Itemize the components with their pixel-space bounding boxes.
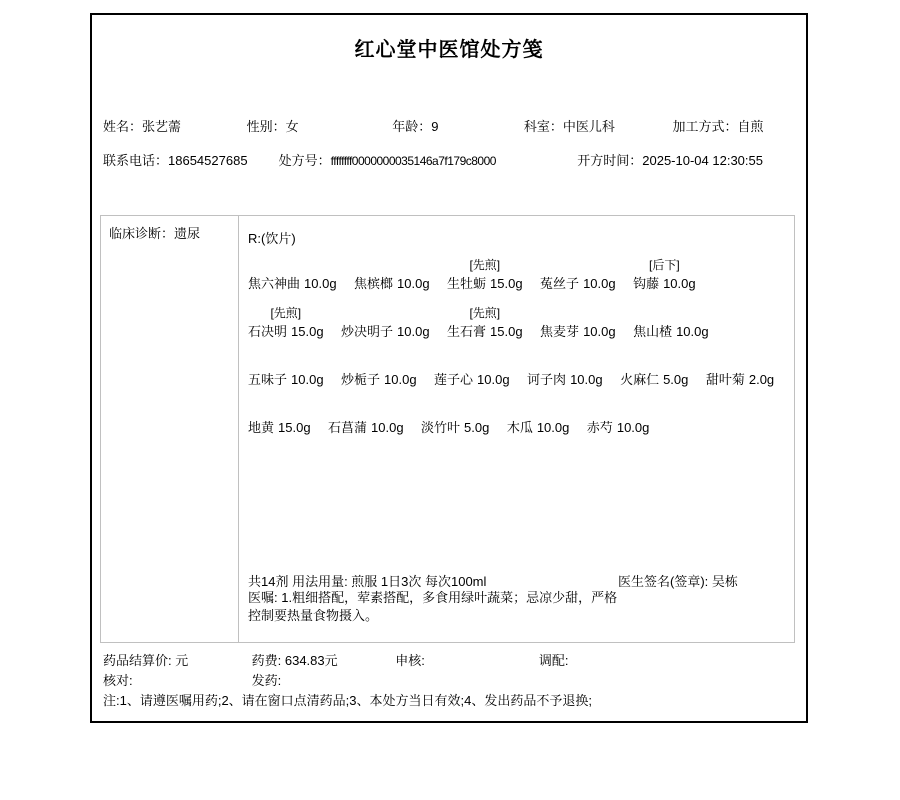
- medical-advice-line-1: 医嘱: 1.粗细搭配，荤素搭配，多食用绿叶蔬菜；忌凉少甜，严格: [248, 590, 618, 605]
- herb-item: [248, 352, 324, 388]
- herb-name-dose: [587, 419, 650, 436]
- herb-dose: 10.0g: [397, 324, 430, 339]
- herb-item: [620, 352, 688, 388]
- fee-row-1: [103, 650, 569, 669]
- fee-row-2: [103, 670, 281, 689]
- herb-dose: 10.0g: [583, 324, 616, 339]
- herb-dose: 10.0g: [384, 372, 417, 387]
- herb-list: [248, 256, 788, 448]
- herb-item: [540, 256, 616, 292]
- herb-item: [540, 304, 616, 340]
- field-label: 开方时间：: [577, 153, 643, 168]
- herb-name-dose: [540, 323, 616, 340]
- herb-decoction-annotation: [620, 352, 688, 371]
- field-value: 张艺薷: [142, 119, 182, 134]
- label-value-cell: [279, 150, 574, 169]
- herb-name-dose: [341, 371, 417, 388]
- herb-name: 菟丝子: [540, 276, 580, 291]
- herb-item: [434, 352, 510, 388]
- herb-item: [527, 352, 603, 388]
- herb-name-dose: [447, 323, 523, 340]
- field-label: 药品结算价:: [103, 653, 176, 668]
- herb-name: 生牡蛎: [447, 276, 487, 291]
- herb-decoction-annotation: [507, 400, 570, 419]
- herb-item: [421, 400, 489, 436]
- herb-name-dose: [248, 323, 324, 340]
- field-value: 634.83元: [284, 653, 338, 668]
- herb-decoction-annotation: [633, 304, 709, 323]
- field-label: 申核:: [395, 653, 425, 668]
- herb-item: [341, 304, 430, 340]
- usage-text: 共14剂 用法用量: 煎服 1日3次 每次100ml: [248, 574, 487, 589]
- field-label: 科室：: [523, 119, 563, 134]
- field-label: 发药:: [251, 673, 282, 688]
- herb-name: 淡竹叶: [421, 420, 461, 435]
- field-label: 姓名：: [103, 119, 143, 134]
- herb-name-dose: [706, 371, 774, 388]
- herb-name-dose: [507, 419, 570, 436]
- herb-name-dose: [421, 419, 489, 436]
- herb-decoction-annotation: [341, 352, 417, 371]
- herb-dose: 10.0g: [397, 276, 430, 291]
- herb-item: [341, 352, 417, 388]
- herb-name-dose: [248, 371, 324, 388]
- herb-name: 五味子: [248, 372, 288, 387]
- herb-dose: 10.0g: [583, 276, 616, 291]
- herb-dose: 10.0g: [477, 372, 510, 387]
- herb-name-dose: [447, 275, 523, 292]
- diagnosis-label: 临床诊断：: [109, 226, 175, 241]
- herb-name-dose: [434, 371, 510, 388]
- field-value: 2025-10-04 12:30:55: [642, 153, 763, 168]
- herb-name: 炒决明子: [341, 324, 394, 339]
- herb-decoction-annotation: [540, 256, 616, 275]
- herb-dose: 10.0g: [536, 420, 570, 435]
- herb-item: [354, 256, 430, 292]
- medical-advice-line-2: 控制要热量食物摄入。: [248, 608, 379, 623]
- herb-decoction-annotation: [587, 400, 650, 419]
- herb-name: 焦槟榔: [354, 276, 394, 291]
- field-label: 联系电话：: [103, 153, 169, 168]
- herb-decoction-annotation: [先煎]: [270, 306, 302, 320]
- label-value-cell: [395, 650, 535, 669]
- herb-name: 生石膏: [447, 324, 487, 339]
- herb-line-1: [248, 256, 788, 304]
- herb-decoction-annotation: [527, 352, 603, 371]
- herb-item: [587, 400, 650, 436]
- label-value-cell: [103, 650, 248, 669]
- herb-name: 焦麦芽: [540, 324, 580, 339]
- page-title: 红心堂中医馆处方笺: [354, 39, 544, 61]
- herb-name: 莲子心: [434, 372, 474, 387]
- diagnosis-cell: [101, 216, 239, 642]
- doctor-signature: [618, 571, 738, 590]
- herb-dose: 15.0g: [291, 324, 324, 339]
- herb-name-dose: [620, 371, 688, 388]
- field-label: 核对:: [103, 673, 133, 688]
- herb-dose: 10.0g: [570, 372, 603, 387]
- field-value: 元: [175, 653, 189, 668]
- rx-form-header: R:(饮片): [248, 231, 296, 246]
- herb-decoction-annotation: [540, 304, 616, 323]
- herb-dose: 5.0g: [464, 420, 490, 435]
- herb-dose: 2.0g: [748, 372, 775, 387]
- herb-name: 石决明: [248, 324, 288, 339]
- label-value-cell: [103, 116, 243, 135]
- herb-dose: 10.0g: [616, 420, 650, 435]
- herb-item: [507, 400, 570, 436]
- herb-decoction-annotation: [706, 352, 774, 371]
- label-value-cell: [252, 670, 282, 689]
- label-value-cell: [524, 116, 669, 135]
- herb-name-dose: [328, 419, 404, 436]
- field-value: 自煎: [737, 119, 764, 134]
- label-value-cell: [539, 650, 569, 669]
- herb-name: 石菖蒲: [328, 420, 368, 435]
- patient-info-row-1: [103, 116, 764, 135]
- herb-item: [447, 304, 523, 340]
- label-value-cell: [392, 116, 520, 135]
- footer-note: 注:1、请遵医嘱用药;2、请在窗口点清药品;3、本处方当日有效;4、发出药品不予退换;: [103, 693, 592, 708]
- herb-dose: 15.0g: [490, 324, 523, 339]
- herb-decoction-annotation: [248, 256, 337, 275]
- herb-item: [633, 304, 709, 340]
- herb-name: 木瓜: [506, 420, 533, 435]
- field-label: 加工方式：: [672, 119, 738, 134]
- field-label: 药费:: [251, 653, 285, 668]
- field-value: 中医儿科: [562, 119, 615, 134]
- herb-name-dose: [248, 275, 337, 292]
- label-value-cell: [103, 670, 248, 689]
- herb-dose: 10.0g: [304, 276, 337, 291]
- prescription-table: [100, 215, 795, 643]
- herb-dose: 10.0g: [291, 372, 324, 387]
- herb-name: 焦六神曲: [248, 276, 301, 291]
- herb-name-dose: [527, 371, 603, 388]
- herb-name: 火麻仁: [620, 372, 660, 387]
- doctor-signature-label: 医生签名(签章):: [618, 574, 712, 589]
- herb-decoction-annotation: [421, 400, 489, 419]
- herb-line-2: [248, 304, 788, 352]
- label-value-cell: [247, 116, 389, 135]
- herb-dose: 5.0g: [663, 372, 689, 387]
- herb-item: [328, 400, 404, 436]
- herb-name-dose: [633, 323, 709, 340]
- label-value-cell: [673, 116, 764, 135]
- herb-item: [248, 400, 311, 436]
- field-label: 性别：: [246, 119, 286, 134]
- herb-name: 地黄: [248, 420, 275, 435]
- herb-decoction-annotation: [341, 304, 430, 323]
- herb-decoction-annotation: [先煎]: [469, 258, 501, 272]
- herb-decoction-annotation: [先煎]: [469, 306, 501, 320]
- herb-dose: 15.0g: [278, 420, 311, 435]
- diagnosis-value: 遗尿: [174, 226, 201, 241]
- herb-decoction-annotation: [248, 352, 324, 371]
- herb-name: 钩藤: [633, 276, 660, 291]
- herb-name-dose: [248, 419, 311, 436]
- herb-decoction-annotation: [后下]: [649, 258, 680, 272]
- herb-line-3: [248, 352, 788, 400]
- field-label: 年龄：: [392, 119, 432, 134]
- field-value: 9: [431, 119, 439, 134]
- herb-line-4: [248, 400, 788, 448]
- herb-name: 炒栀子: [341, 372, 381, 387]
- herb-name: 诃子肉: [527, 372, 567, 387]
- herb-name-dose: [341, 323, 430, 340]
- herb-dose: 10.0g: [371, 420, 404, 435]
- herb-name-dose: [354, 275, 430, 292]
- herb-item: [248, 256, 337, 292]
- herb-item: [633, 256, 696, 292]
- medical-advice: [248, 589, 748, 625]
- herb-name: 甜叶菊: [705, 372, 745, 387]
- label-value-cell: [577, 150, 763, 169]
- field-value: 18654527685: [168, 153, 248, 168]
- herb-decoction-annotation: [354, 256, 430, 275]
- label-value-cell: [252, 650, 392, 669]
- field-value: 女: [285, 119, 299, 134]
- herb-decoction-annotation: [328, 400, 404, 419]
- field-label: 调配:: [538, 653, 569, 668]
- field-value: ffffffff0000000035146a7f179c8000: [330, 154, 496, 168]
- herb-decoction-annotation: [248, 400, 311, 419]
- herb-decoction-annotation: [434, 352, 510, 371]
- herb-item: [706, 352, 774, 388]
- label-value-cell: [103, 150, 275, 169]
- herb-dose: 15.0g: [490, 276, 523, 291]
- herb-item: [248, 304, 324, 340]
- herb-name: 赤芍: [586, 420, 613, 435]
- herb-item: [447, 256, 523, 292]
- herb-name-dose: [633, 275, 696, 292]
- field-label: 处方号：: [278, 153, 331, 168]
- herb-name: 焦山楂: [633, 324, 673, 339]
- herb-name-dose: [540, 275, 616, 292]
- herb-dose: 10.0g: [676, 324, 709, 339]
- patient-info-row-2: [103, 150, 763, 169]
- herb-dose: 10.0g: [663, 276, 696, 291]
- doctor-name: 吴栋: [711, 574, 738, 589]
